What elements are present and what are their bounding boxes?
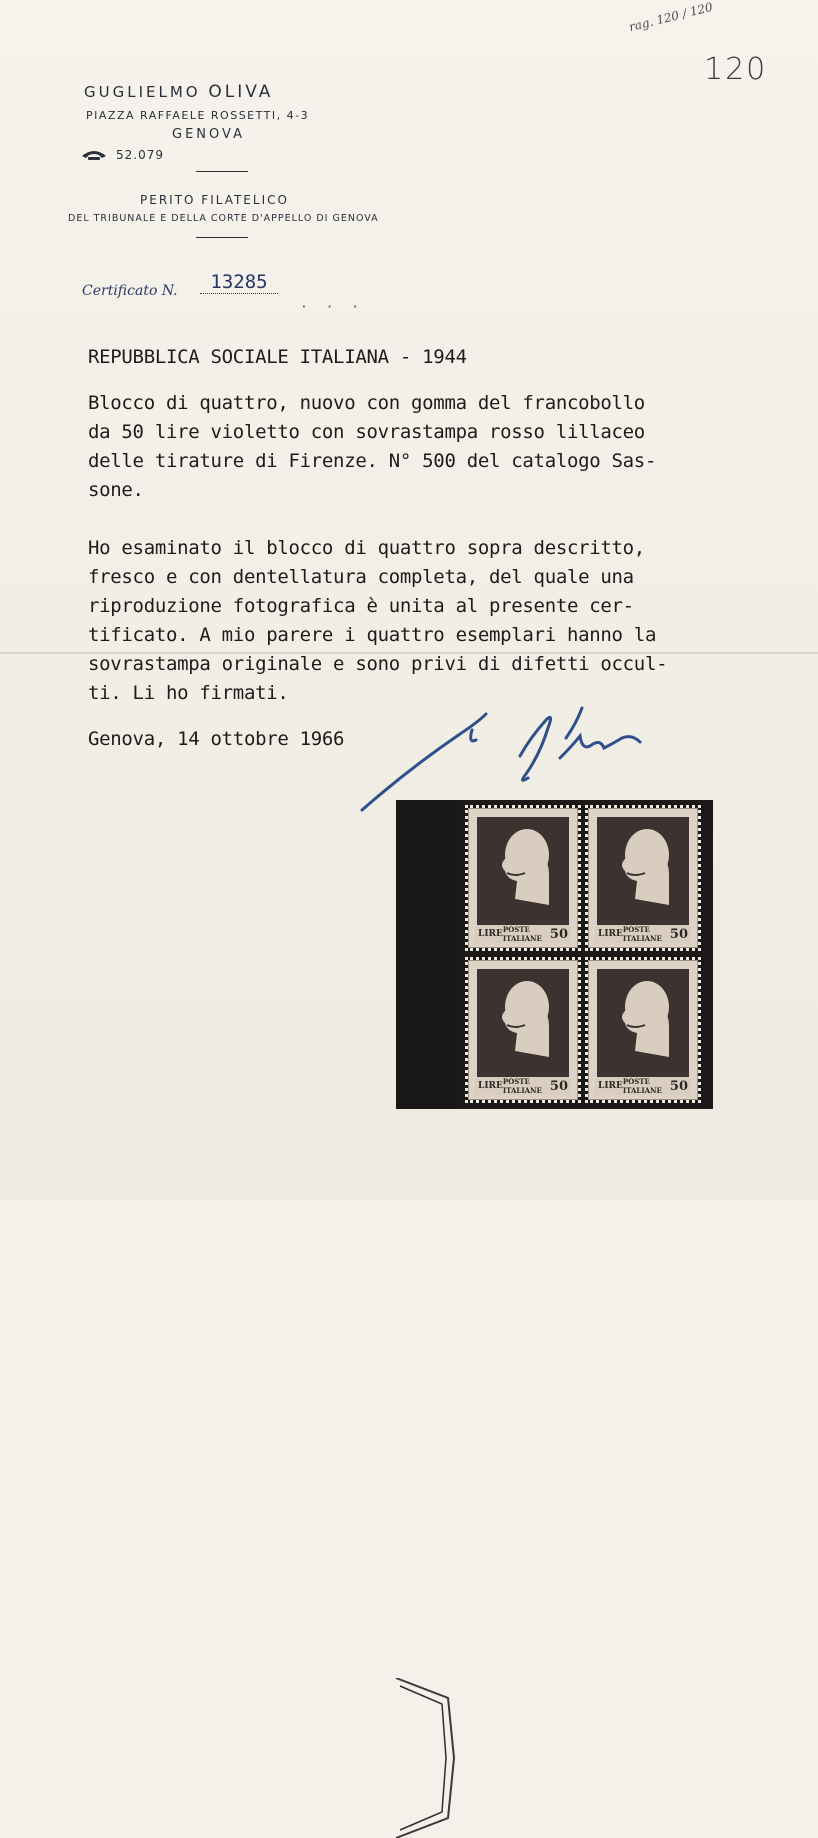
letterhead-city: GENOVA: [172, 127, 245, 142]
letterhead-first-name: GUGLIELMO: [84, 83, 201, 101]
stamp-country: POSTE ITALIANE: [502, 925, 542, 943]
stamp: [588, 808, 698, 948]
letterhead-divider-2: [196, 237, 248, 238]
stamp-currency: LIRE: [478, 1081, 503, 1091]
letterhead-address: PIAZZA RAFFAELE ROSSETTI, 4-3: [86, 109, 310, 122]
heading: REPUBBLICA SOCIALE ITALIANA - 1944: [88, 346, 467, 368]
stamp-caption: [595, 925, 691, 943]
certificate-number: 13285: [200, 271, 278, 294]
king-portrait-icon: [483, 815, 555, 911]
stamp-value: 50: [549, 1078, 568, 1094]
stamp-currency: LIRE: [598, 1081, 623, 1091]
stamp-country: POSTE ITALIANE: [622, 925, 662, 943]
letterhead-divider: [196, 171, 248, 172]
stamp-country: POSTE ITALIANE: [622, 1077, 662, 1095]
paragraph-2-line: Ho esaminato il blocco di quattro sopra descritto,: [88, 537, 645, 559]
decorative-dots: · · ·: [300, 300, 365, 315]
stamp-country: POSTE ITALIANE: [502, 1077, 542, 1095]
paragraph-2-line: ti. Li ho firmati.: [88, 682, 289, 704]
stamp: [468, 808, 578, 948]
king-portrait-icon: [603, 815, 675, 911]
paragraph-2-line: sovrastampa originale e sono privi di difetti occul-: [88, 653, 668, 675]
stamp-caption: [475, 925, 571, 943]
handstamp-mark: [390, 1678, 460, 1838]
stamp-currency: LIRE: [478, 929, 503, 939]
letterhead-name: [84, 82, 273, 102]
paragraph-1-line: Blocco di quattro, nuovo con gomma del francobollo: [88, 392, 645, 414]
paragraph-2-line: fresco e con dentellatura completa, del quale una: [88, 566, 634, 588]
paragraph-1-line: da 50 lire violetto con sovrastampa rosso lillaceo: [88, 421, 645, 443]
phone-number: 52.079: [116, 148, 164, 162]
king-portrait-icon: [603, 967, 675, 1063]
sheet-selvage: [396, 800, 458, 1109]
stamp-caption: [475, 1077, 571, 1095]
date-line: Genova, 14 ottobre 1966: [88, 728, 345, 750]
stamp: [468, 960, 578, 1100]
letterhead-last-name: OLIVA: [208, 82, 274, 102]
paragraph-2-line: tificato. A mio parere i quattro esemplari hanno la: [88, 624, 657, 646]
stamp-caption: [595, 1077, 691, 1095]
letterhead-phone: [80, 148, 164, 162]
stamp-block-photo: [396, 800, 713, 1109]
paragraph-2-line: riproduzione fotografica è unita al presente cer-: [88, 595, 634, 617]
stamp-value: 50: [549, 926, 568, 942]
stamp-currency: LIRE: [598, 929, 623, 939]
pencil-annotation-top: rag. 120 / 120: [627, 0, 715, 35]
paragraph-1-line: delle tirature di Firenze. N° 500 del catalogo Sas-: [88, 450, 657, 472]
paragraph-1-line: sone.: [88, 479, 144, 501]
letterhead-role: PERITO FILATELICO: [140, 193, 289, 207]
stamp: [588, 960, 698, 1100]
stamp-value: 50: [669, 926, 688, 942]
certificate-label: Certificato N.: [82, 283, 178, 299]
king-portrait-icon: [483, 967, 555, 1063]
stamp-value: 50: [669, 1078, 688, 1094]
letterhead-court: DEL TRIBUNALE E DELLA CORTE D'APPELLO DI GENOVA: [68, 213, 379, 224]
telephone-icon: [80, 149, 108, 161]
handwritten-number: 120: [704, 52, 768, 87]
